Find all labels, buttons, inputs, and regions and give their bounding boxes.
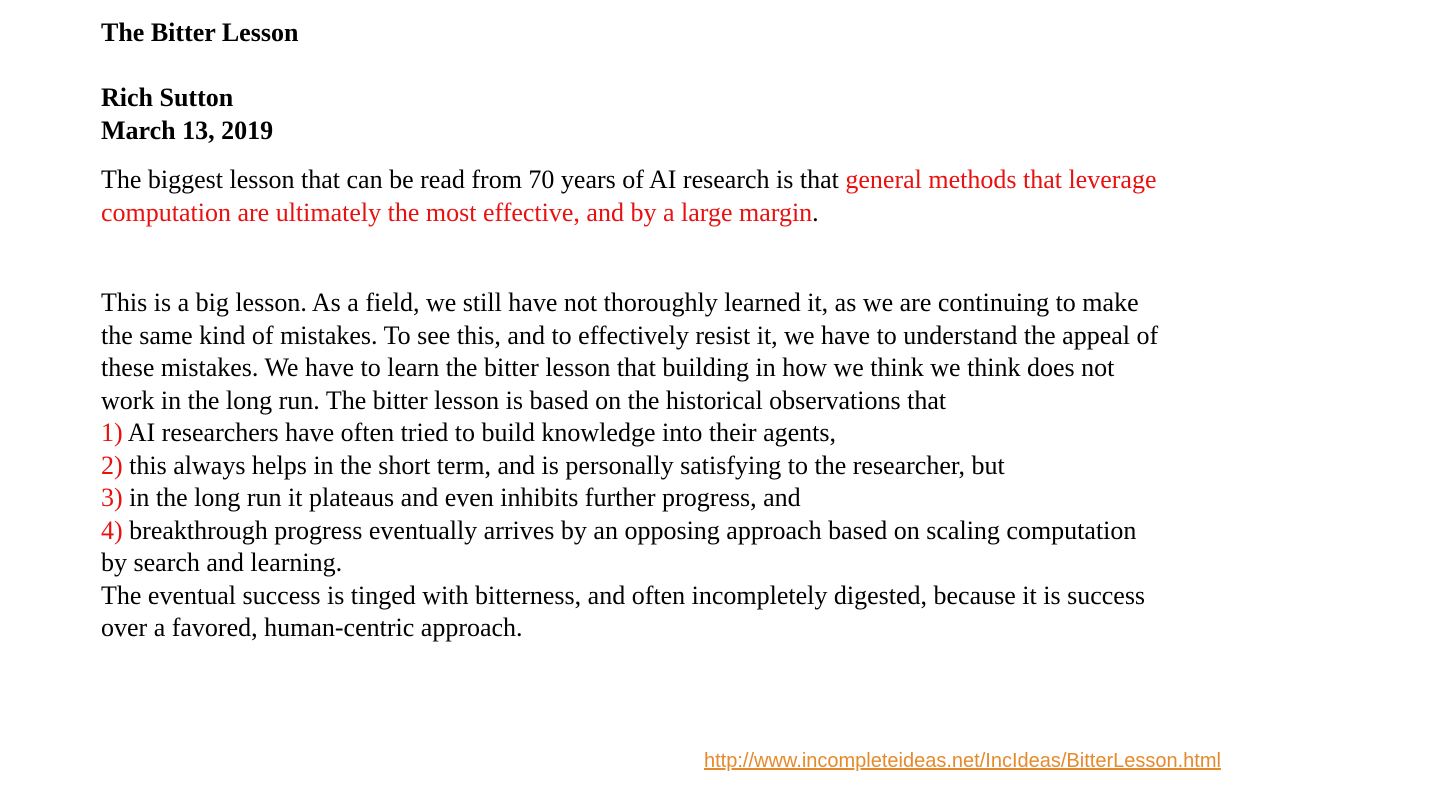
observation-item	[101, 515, 1161, 580]
intro-highlight-text: general methods that leverage computation are ultimately the most effective, and by a large margin	[101, 165, 1157, 227]
observation-marker: 3)	[101, 483, 123, 512]
intro-lead-text: The biggest lesson that can be read from 70 years of AI research is that	[101, 165, 846, 194]
observation-item	[101, 450, 1161, 483]
observation-text: this always helps in the short term, and is personally satisfying to the researcher, but	[122, 450, 1005, 480]
intro-paragraph	[101, 164, 1161, 229]
observation-item	[101, 482, 1161, 515]
publication-date: March 13, 2019	[101, 116, 274, 145]
observation-marker: 4)	[101, 515, 123, 545]
observation-marker: 1)	[101, 418, 123, 447]
observation-text: AI researchers have often tried to build knowledge into their agents,	[122, 418, 836, 447]
body-opening-text: This is a big lesson. As a field, we still have not thoroughly learned it, as we are continuing to make the same kind of mistakes. To see this, and to effectively resist it, we have to understand the appeal of these mistakes. We have to learn the bitter lesson that building in how we think we think does not work in the long run. The bitter lesson is based on the historical observations that	[101, 288, 1159, 415]
body-closing-text: The eventual success is tinged with bitterness, and often incompletely digested, because it is success over a favored, human-centric approach.	[101, 580, 1146, 642]
document-title: The Bitter Lesson	[101, 18, 299, 47]
observation-text: in the long run it plateaus and even inhibits further progress, and	[122, 483, 801, 512]
observation-marker: 2)	[101, 450, 123, 480]
body-paragraph	[101, 287, 1161, 645]
intro-trail-text: .	[812, 197, 819, 227]
observation-text: breakthrough progress eventually arrives by an opposing approach based on scaling computation by search and learning.	[101, 515, 1137, 577]
author-name: Rich Sutton	[101, 83, 234, 112]
observation-item	[101, 417, 1161, 450]
source-link[interactable]: http://www.incompleteideas.net/IncIdeas/BitterLesson.html	[704, 750, 1221, 772]
